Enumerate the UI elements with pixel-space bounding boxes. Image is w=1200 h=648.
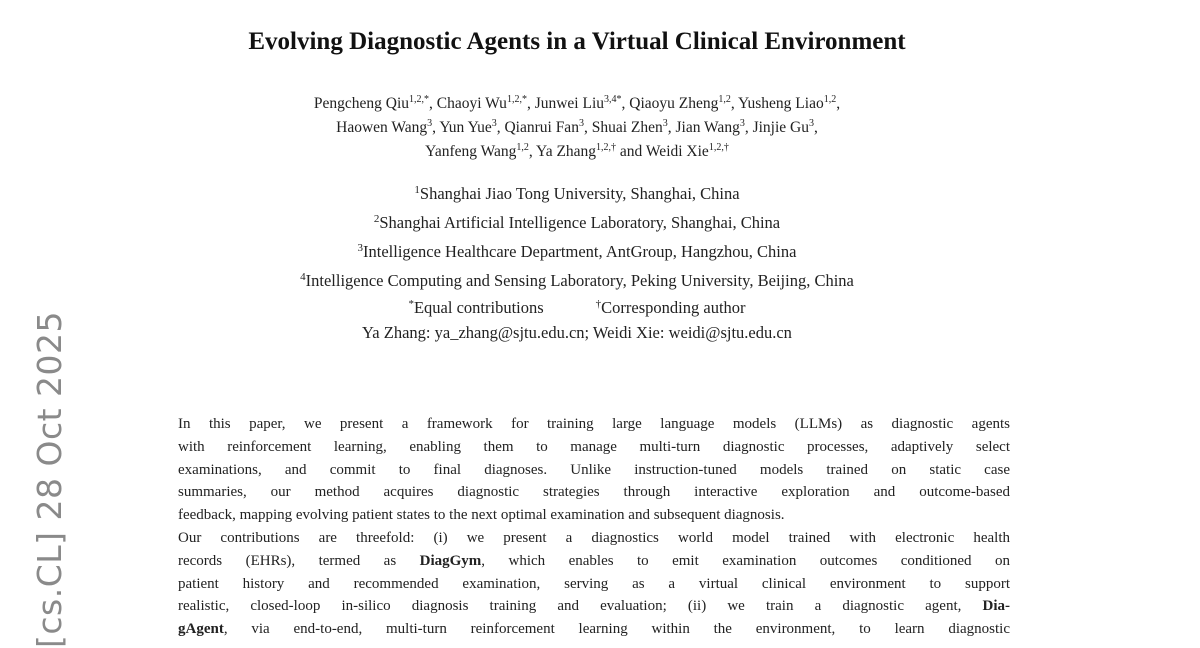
abstract-line: with reinforcement learning, enabling them to manage multi-turn diagnostic processes, adaptively select — [178, 438, 1010, 455]
affiliation-line — [0, 208, 1154, 237]
author-name: Yun Yue — [439, 119, 492, 136]
abstract-line: patient history and recommended examination, serving as a virtual clinical environment to support — [178, 575, 1010, 592]
author-name: Yusheng Liao — [738, 95, 824, 112]
abstract-text: records (EHRs), termed as — [178, 552, 420, 569]
author-name: Yanfeng Wang — [425, 143, 517, 160]
affiliation-mark: 3 — [357, 242, 364, 254]
author-connector: and — [619, 143, 643, 160]
abstract-text: , via end-to-end, multi-turn reinforcement learning within the environment, to learn diagnostic — [223, 621, 1010, 638]
author-name: Qiaoyu Zheng — [629, 95, 719, 112]
diaggym-term: DiagGym — [419, 552, 482, 569]
diagagent-term-part2: gAgent — [178, 621, 224, 638]
author-affiliation-marks: 1,2 — [516, 142, 529, 153]
author-affiliation-marks: 3 — [662, 118, 668, 129]
author-affiliation-marks: 1,2,† — [708, 142, 729, 153]
author-name: Pengcheng Qiu — [313, 95, 410, 112]
affiliation-mark: 4 — [300, 271, 306, 283]
affiliation-text: Intelligence Computing and Sensing Laboratory, Peking University, Beijing, China — [305, 271, 854, 290]
abstract-line — [178, 595, 1010, 618]
author-affiliation-marks: 1,2,* — [409, 94, 430, 105]
arxiv-sidebar-stamp: [cs.CL] 28 Oct 2025 — [30, 310, 69, 648]
abstract-line: examinations, and commit to final diagnoses. Unlike instruction-tuned models trained on static case — [178, 461, 1010, 478]
author-name: Jinjie Gu — [752, 119, 809, 136]
contact-emails: Ya Zhang: ya_zhang@sjtu.edu.cn; Weidi Xie: weidi@sjtu.edu.cn — [362, 323, 792, 342]
affiliation-mark: 1 — [414, 184, 420, 196]
corresponding-author-note: Corresponding author — [601, 298, 746, 317]
abstract-text: , which enables to emit examination outcomes conditioned on — [481, 552, 1010, 569]
author-name: Qianrui Fan — [504, 119, 579, 136]
affiliation-mark: 2 — [373, 213, 380, 225]
abstract-text: realistic, closed-loop in-silico diagnosis training and evaluation; (ii) we train a diagnostic agent, — [178, 598, 983, 615]
corresponding-author-mark: † — [595, 298, 602, 310]
author-affiliation-marks: 3 — [808, 118, 814, 129]
affiliation-text: Intelligence Healthcare Department, AntGroup, Hangzhou, China — [363, 242, 797, 261]
affiliation-line — [0, 237, 1154, 266]
author-name: Haowen Wang — [336, 119, 428, 136]
affiliation-text: Shanghai Artificial Intelligence Laboratory, Shanghai, China — [379, 213, 781, 232]
abstract-line: feedback, mapping evolving patient states to the next optimal examination and subsequent diagnosis. — [178, 507, 785, 524]
author-name: Weidi Xie — [645, 143, 709, 160]
author-affiliation-marks: 3 — [578, 118, 584, 129]
abstract-line: summaries, our method acquires diagnostic strategies through interactive exploration and outcome-based — [178, 484, 1010, 501]
author-affiliation-marks: 1,2,† — [596, 142, 617, 153]
author-affiliation-marks: 1,2 — [823, 94, 837, 105]
author-name: Shuai Zhen — [591, 119, 663, 136]
abstract — [178, 413, 1010, 641]
abstract-line: Our contributions are threefold: (i) we present a diagnostics world model trained with electronic health — [178, 529, 1010, 546]
affiliation-line — [0, 179, 1154, 208]
equal-contribution-mark: * — [408, 298, 414, 310]
equal-contribution-note: Equal contributions — [413, 298, 544, 317]
abstract-line: In this paper, we present a framework for training large language models (LLMs) as diagnostic agents — [178, 416, 1010, 432]
diagagent-term-part1: Dia- — [982, 598, 1010, 615]
author-notes — [0, 296, 1154, 320]
affiliation-list — [0, 179, 1154, 295]
author-affiliation-marks: 3 — [427, 118, 433, 129]
affiliation-line — [0, 266, 1154, 295]
author-affiliation-marks: 1,2 — [718, 94, 731, 105]
author-list: Pengcheng Qiu$^{1,2,*}$, Chaoyi $Wu^{1,2,*}$, Junwei Liu$^{3,4*}$, Qiaoyu Zheng$^{1,2}$, Yusheng Liao$^{1,2}$, Haowen Wang$^3$, Yun Yue$^3$, Qianrui Fan$^3$, Shuai Zhen$^3$, Jian Wang$^3$, Jinjie Gu$^3$, Yanfeng Wang$^{1,2}$, Ya Zhang$^{1,2,\dagger}$ and Weidi Xie$^{1,2,\dagger}$ — [313, 94, 841, 160]
author-name: Junwei Liu — [534, 95, 604, 112]
author-affiliation-marks: 3 — [739, 118, 745, 129]
author-name: Chaoyi Wu — [436, 95, 507, 112]
abstract-line — [178, 550, 1010, 573]
affiliation-text: Shanghai Jiao Tong University, Shanghai, China — [419, 184, 740, 203]
paper-title: Evolving Diagnostic Agents in a Virtual Clinical Environment — [248, 28, 906, 55]
abstract-line — [178, 618, 1010, 641]
author-name: Ya Zhang — [536, 143, 597, 160]
author-affiliation-marks: 1,2,* — [506, 94, 527, 105]
author-name: Jian Wang — [675, 119, 740, 136]
author-affiliation-marks: 3 — [491, 118, 497, 129]
author-affiliation-marks: 3,4* — [604, 94, 622, 105]
